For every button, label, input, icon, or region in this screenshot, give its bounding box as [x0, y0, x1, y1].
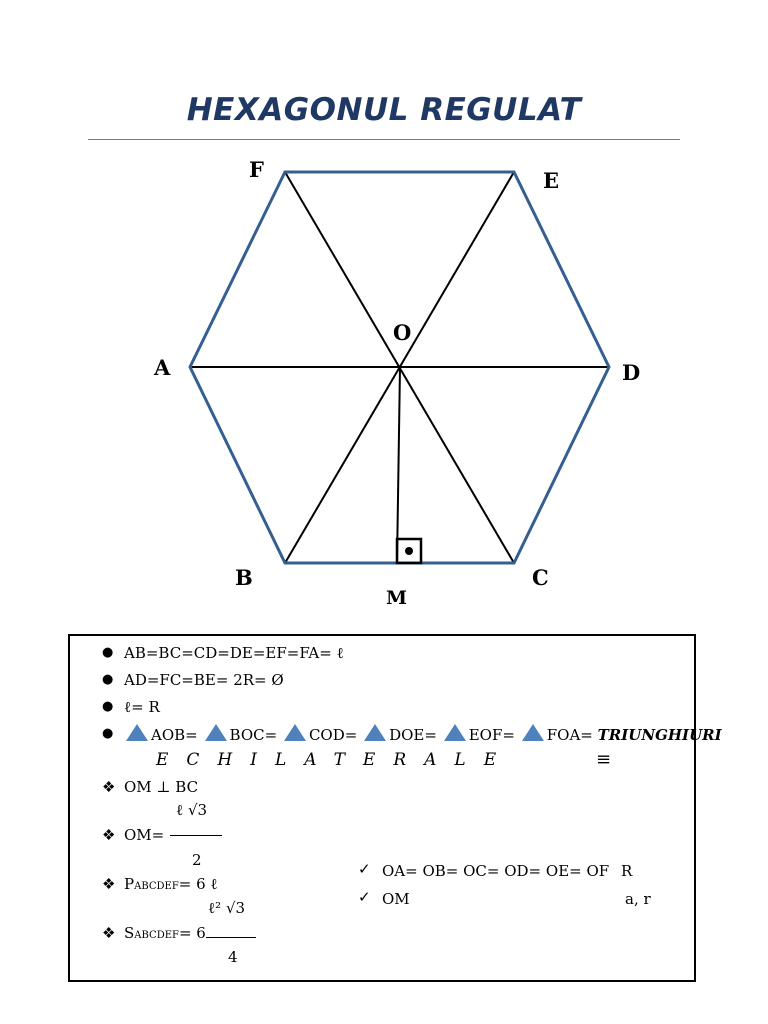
triangles-word: TRIUNGHIURI	[597, 726, 722, 744]
congruent-symbol: ≡	[596, 749, 612, 770]
area-numerator: ℓ² √3	[208, 899, 246, 917]
apothem-value: a, r	[625, 890, 651, 908]
label-c: C	[532, 565, 549, 590]
apothem-label: OM	[382, 890, 410, 908]
triangle-icon	[364, 724, 386, 741]
perpendicular-property: OM ⊥ BC	[124, 778, 199, 796]
triangle-icon	[284, 724, 306, 741]
equilateral-word: ECHILATERALE	[156, 750, 515, 770]
diamond-bullet-icon: ❖	[102, 826, 116, 844]
triangle-icon	[126, 724, 148, 741]
radius-value: R	[621, 862, 633, 880]
triangle-icon	[522, 724, 544, 741]
apothem-om	[397, 367, 400, 563]
triangle-icon	[444, 724, 466, 741]
label-d: D	[622, 360, 641, 385]
fraction-bar	[170, 835, 222, 836]
bullet: ●	[102, 699, 114, 714]
property-triangles: AOB= BOC= COD= DOE= EOF= FOA= TRIUNGHIURI	[124, 724, 722, 744]
label-m: M	[386, 587, 408, 609]
bullet: ●	[102, 726, 114, 741]
label-b: B	[235, 565, 253, 590]
triangle-icon	[205, 724, 227, 741]
property-side-radius: ℓ= R	[124, 698, 160, 716]
property-diagonals: AD=FC=BE= 2R= Ø	[124, 671, 284, 689]
label-o: O	[393, 320, 412, 345]
bullet: ●	[102, 645, 114, 660]
property-sides: AB=BC=CD=DE=EF=FA= ℓ	[124, 644, 344, 662]
diagonals	[190, 172, 609, 563]
fraction-bar	[206, 937, 256, 938]
label-f: F	[249, 157, 264, 182]
om-numerator: ℓ √3	[176, 801, 208, 819]
diamond-bullet-icon: ❖	[102, 924, 116, 942]
checkmark-icon: ✓	[358, 860, 371, 878]
om-label: OM=	[124, 826, 165, 844]
diamond-bullet-icon: ❖	[102, 778, 116, 796]
checkmark-icon: ✓	[358, 888, 371, 906]
label-e: E	[543, 168, 560, 193]
diamond-bullet-icon: ❖	[102, 875, 116, 893]
page-title: HEXAGONUL REGULAT	[186, 92, 582, 128]
om-denominator: 2	[192, 851, 202, 869]
area-formula: SABCDEF= 6	[124, 924, 206, 942]
bullet: ●	[102, 672, 114, 687]
area-denominator: 4	[228, 948, 238, 966]
perimeter-formula: PABCDEF= 6 ℓ	[124, 875, 218, 893]
radius-equality: OA= OB= OC= OD= OE= OF	[382, 862, 610, 880]
right-angle-dot	[405, 547, 413, 555]
label-a: A	[154, 355, 171, 380]
